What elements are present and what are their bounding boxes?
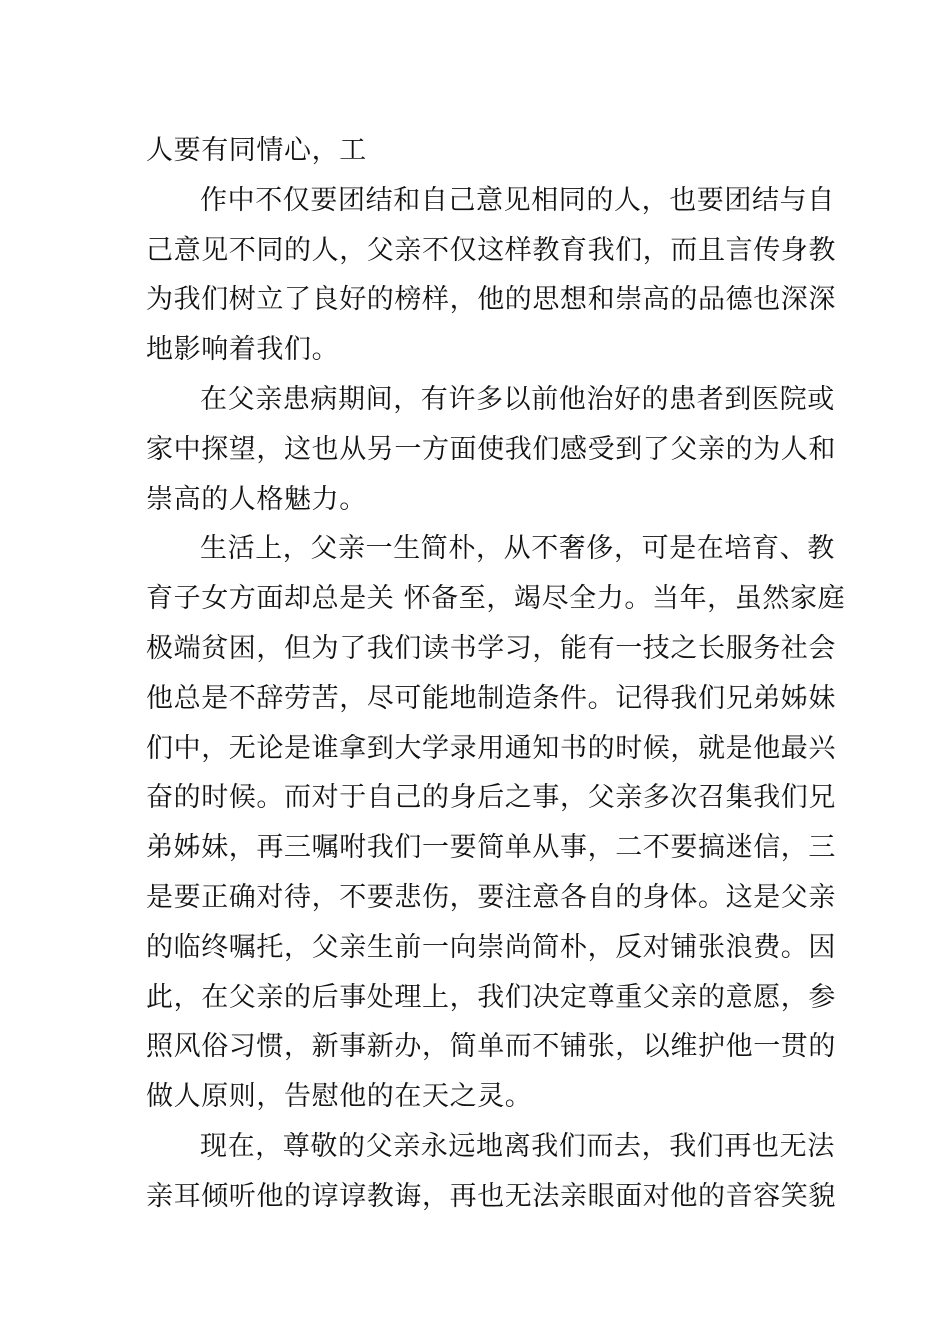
text-line: 为我们树立了良好的榜样，他的思想和崇高的品德也深深: [146, 284, 836, 316]
text-line: 生活上，父亲一生简朴，从不奢侈，可是在培育、教: [200, 533, 835, 565]
text-line: 家中探望，这也从另一方面使我们感受到了父亲的为人和: [146, 433, 836, 465]
text-line: 此，在父亲的后事处理上，我们决定尊重父亲的意愿，参: [146, 981, 836, 1013]
text-line: 作中不仅要团结和自己意见相同的人，也要团结与自: [200, 184, 835, 216]
text-line: 们中，无论是谁拿到大学录用通知书的时候，就是他最兴: [146, 732, 836, 764]
text-line: 弟姊妹，再三嘱咐我们一要简单从事，二不要搞迷信，三: [146, 832, 836, 864]
text-line: 在父亲患病期间，有许多以前他治好的患者到医院或: [200, 383, 835, 415]
text-line: 崇高的人格魅力。: [146, 483, 367, 515]
text-line: 的临终嘱托，父亲生前一向崇尚简朴，反对铺张浪费。因: [146, 931, 836, 963]
text-line: 人要有同情心，工: [146, 135, 367, 166]
text-line: 照风俗习惯，新事新办，简单而不铺张，以维护他一贯的: [146, 1031, 836, 1063]
text-line: 地影响着我们。: [146, 334, 340, 366]
text-line: 己意见不同的人，父亲不仅这样教育我们，而且言传身教: [146, 234, 836, 266]
text-line: 他总是不辞劳苦，尽可能地制造条件。记得我们兄弟姊妹: [146, 682, 836, 714]
text-line: 是要正确对待，不要悲伤，要注意各自的身体。这是父亲: [146, 881, 836, 913]
text-line: 奋的时候。而对于自己的身后之事，父亲多次召集我们兄: [146, 782, 836, 814]
text-line: 亲耳倾听他的谆谆教诲，再也无法亲眼面对他的音容笑貌: [146, 1180, 836, 1212]
text-line: 极端贫困，但为了我们读书学习，能有一技之长服务社会: [146, 632, 836, 664]
body-text: [146, 126, 846, 1222]
text-line: 育子女方面却总是关 怀备至，竭尽全力。当年，虽然家庭: [146, 583, 846, 615]
text-line: 做人原则，告慰他的在天之灵。: [146, 1081, 533, 1113]
text-line: 现在，尊敬的父亲永远地离我们而去，我们再也无法: [200, 1130, 835, 1162]
